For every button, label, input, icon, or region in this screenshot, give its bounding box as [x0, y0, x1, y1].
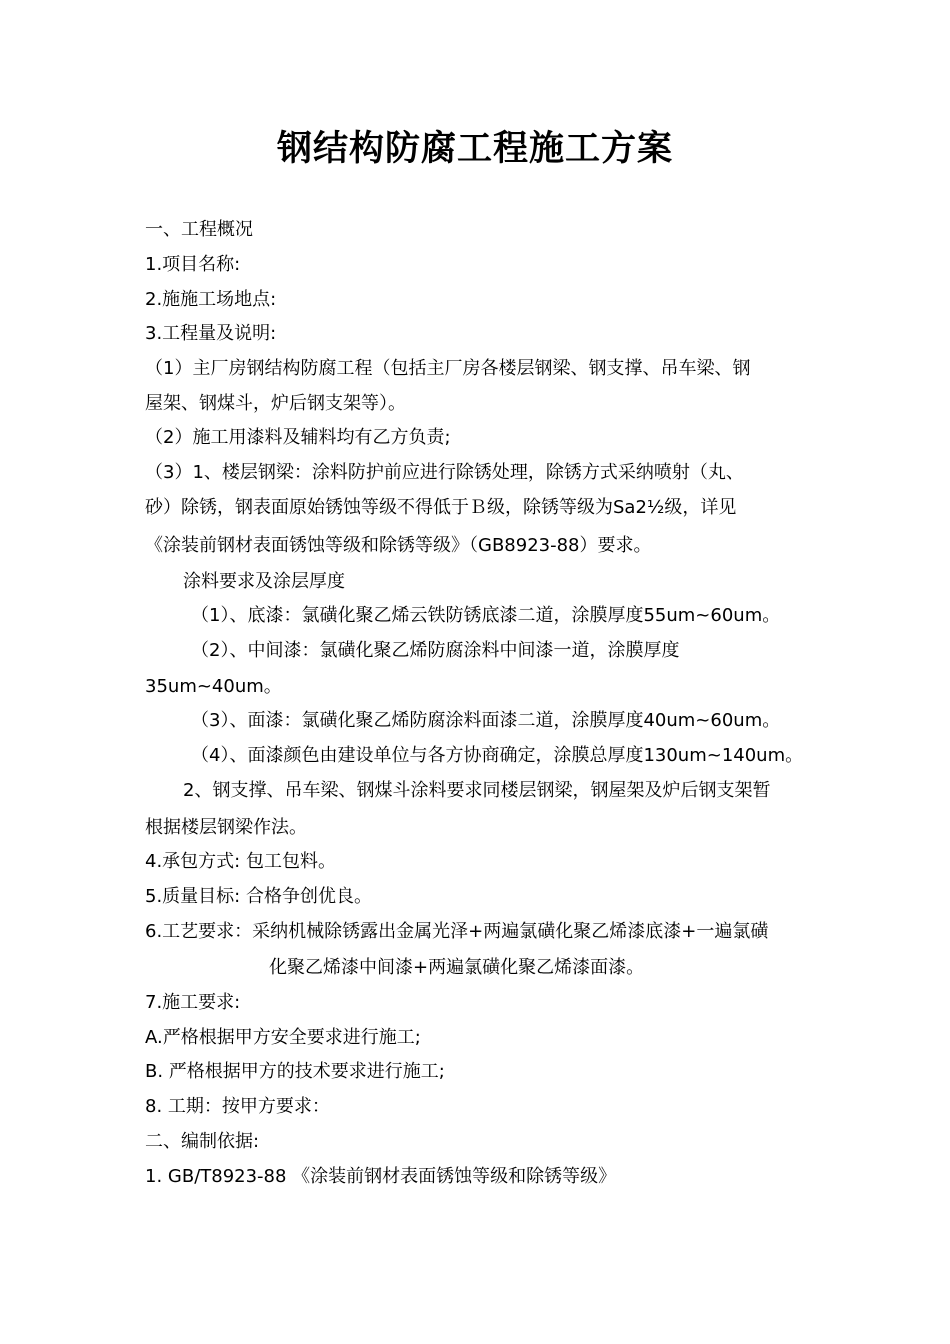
paragraph-line: 《涂装前钢材表面锈蚀等级和除锈等级》（GB8923-88）要求。 — [145, 535, 652, 556]
item-quantity-description: 3.工程量及说明: — [145, 323, 277, 344]
paragraph-line: 化聚乙烯漆中间漆+两遍氯磺化聚乙烯漆面漆。 — [269, 957, 645, 978]
requirement-b: B. 严格根据甲方的技术要求进行施工; — [145, 1061, 445, 1082]
item-site-location: 2.施施工场地点: — [145, 289, 277, 310]
section-heading-overview: 一、工程概况 — [145, 219, 253, 240]
item-construction-requirements: 7.施工要求: — [145, 992, 241, 1013]
item-contract-method: 4.承包方式: 包工包料。 — [145, 851, 336, 872]
paragraph-line: （3）1、楼层钢梁：涂料防护前应进行除锈处理，除锈方式采纳喷射（丸、 — [145, 462, 744, 483]
paragraph-line: 砂）除锈，钢表面原始锈蚀等级不得低于Ｂ级，除锈等级为Sa2½级，详见 — [145, 497, 737, 518]
item-process-requirements: 6.工艺要求：采纳机械除锈露出金属光泽+两遍氯磺化聚乙烯漆底漆+一遍氯磺 — [145, 921, 769, 942]
coating-requirements-heading: 涂料要求及涂层厚度 — [183, 571, 345, 592]
requirement-a: A.严格根据甲方安全要求进行施工; — [145, 1027, 421, 1048]
item-schedule: 8. 工期：按甲方要求： — [145, 1096, 330, 1117]
item-project-name: 1.项目名称: — [145, 254, 241, 275]
paragraph-line: 屋架、钢煤斗，炉后钢支架等）。 — [145, 393, 406, 414]
section-heading-basis: 二、编制依据: — [145, 1131, 260, 1152]
paragraph-line: 35um~40um。 — [145, 676, 282, 697]
basis-item-1: 1. GB/T8923-88 《涂装前钢材表面锈蚀等级和除锈等级》 — [145, 1166, 617, 1187]
coating-item-color: （4）、面漆颜色由建设单位与各方协商确定，涂膜总厚度130um~140um。 — [191, 745, 804, 766]
coating-item-primer: （1）、底漆：氯磺化聚乙烯云铁防锈底漆二道，涂膜厚度55um~60um。 — [191, 605, 781, 626]
coating-item-intermediate: （2）、中间漆：氯磺化聚乙烯防腐涂料中间漆一道，涂膜厚度 — [191, 640, 680, 661]
coating-item-topcoat: （3）、面漆：氯磺化聚乙烯防腐涂料面漆二道，涂膜厚度40um~60um。 — [191, 710, 781, 731]
item-quality-target: 5.质量目标: 合格争创优良。 — [145, 886, 372, 907]
paragraph-line: （1）主厂房钢结构防腐工程（包括主厂房各楼层钢梁、钢支撑、吊车梁、钢 — [145, 358, 751, 379]
paragraph-line: （2）施工用漆料及辅料均有乙方负责; — [145, 427, 451, 448]
paragraph-line: 2、钢支撑、吊车梁、钢煤斗涂料要求同楼层钢梁，钢屋架及炉后钢支架暂 — [183, 780, 771, 801]
document-title: 钢结构防腐工程施工方案 — [276, 128, 673, 169]
paragraph-line: 根据楼层钢梁作法。 — [145, 817, 307, 838]
